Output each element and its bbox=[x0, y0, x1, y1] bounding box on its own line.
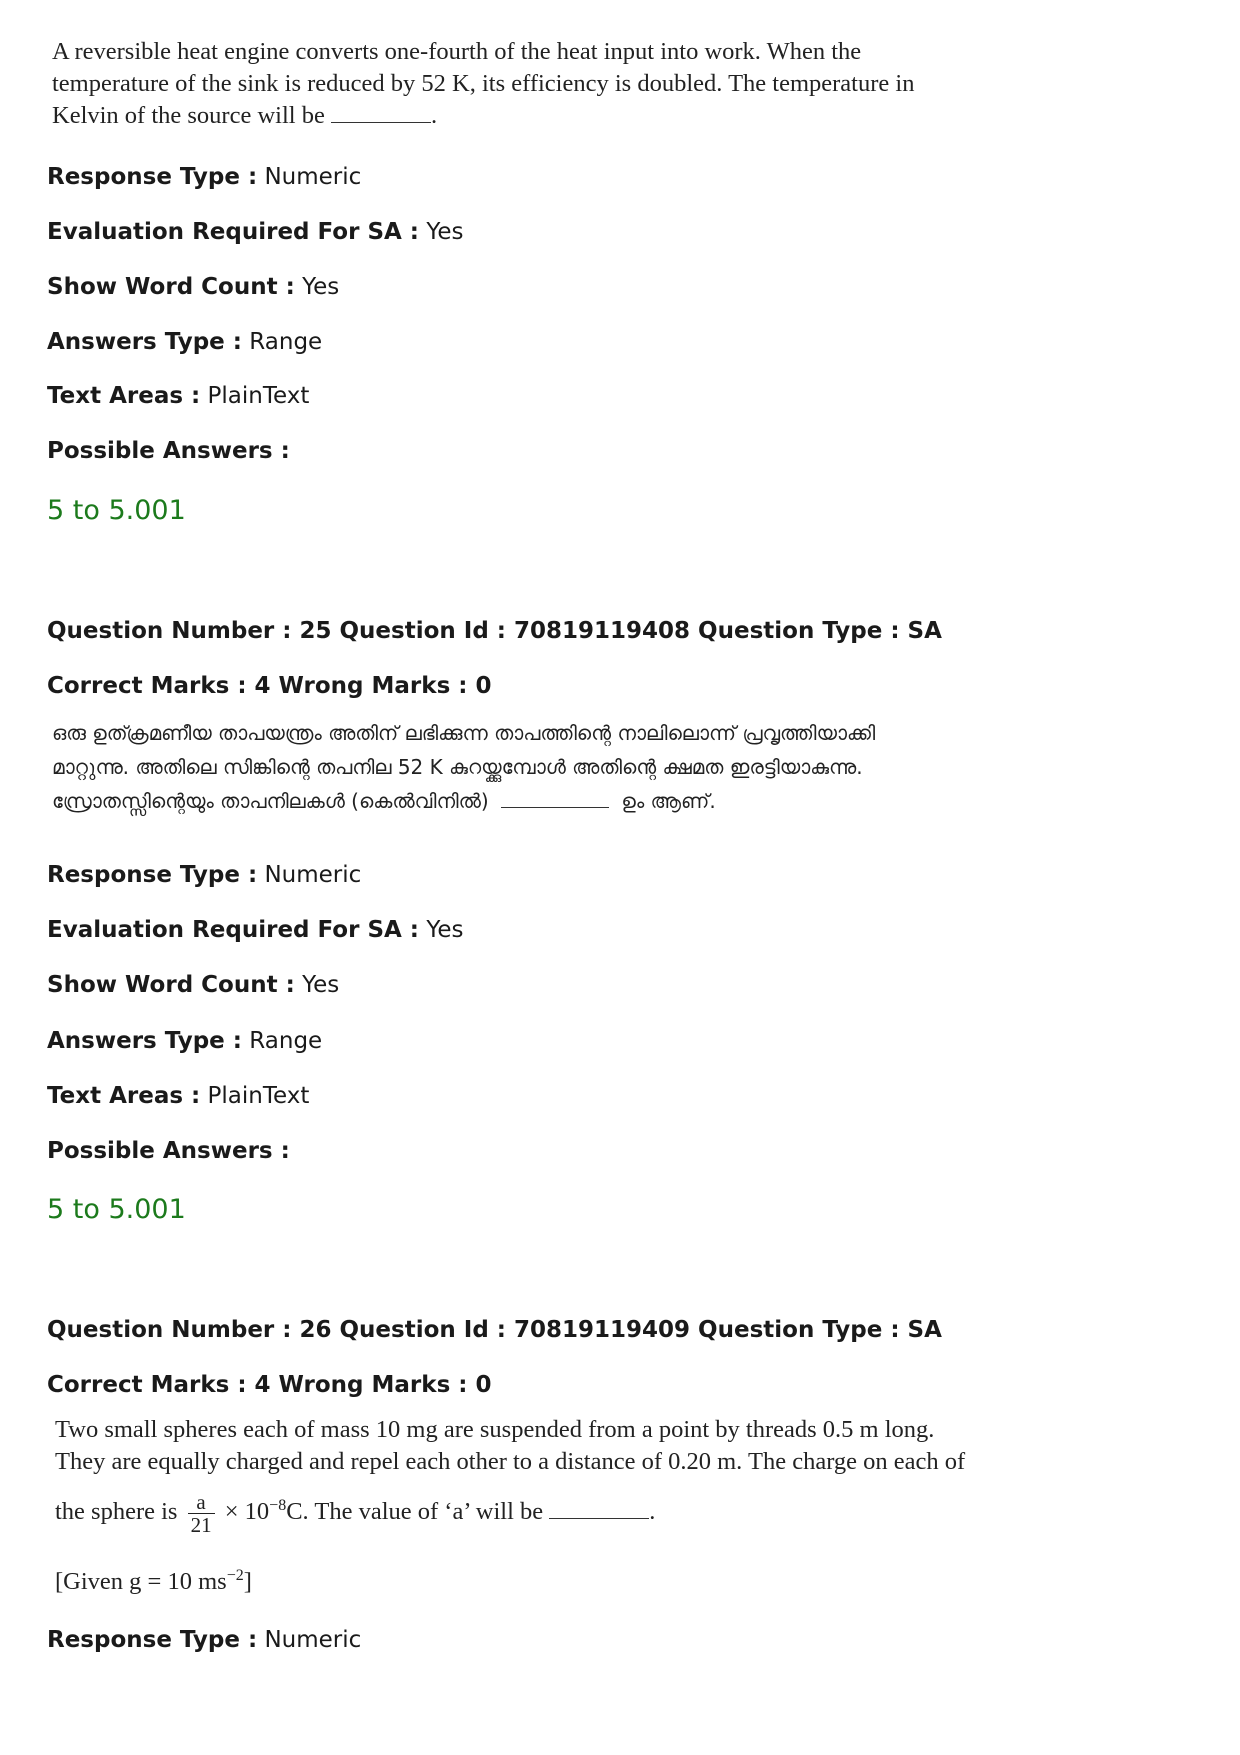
marks-row bbox=[47, 1370, 491, 1400]
text-areas-row bbox=[47, 1081, 309, 1111]
meta-label: Text Areas : bbox=[47, 383, 201, 409]
question-text-line: They are equally charged and repel each other to a distance of 0.20 m. The charge on each of bbox=[55, 1448, 966, 1475]
possible-answer-value: 5 to 5.001 bbox=[47, 1194, 186, 1225]
question-text-fragment: Kelvin of the source will be bbox=[52, 102, 325, 129]
answers-type-row bbox=[47, 327, 322, 357]
question-26-given bbox=[55, 1560, 955, 1598]
possible-answers-row bbox=[47, 1136, 290, 1166]
question-text-fragment: the sphere is bbox=[55, 1498, 178, 1526]
answer-blank bbox=[549, 1500, 649, 1519]
marks-text: Correct Marks : 4 Wrong Marks : 0 bbox=[47, 673, 492, 699]
meta-value: Numeric bbox=[264, 1627, 362, 1653]
meta-label: Possible Answers : bbox=[47, 438, 290, 464]
question-text-fragment: . bbox=[649, 1498, 656, 1526]
question-text-line: മാറ്റുന്നു. അതിലെ സിങ്കിന്റെ തപനില 52 K കുറയ്ക്കുമ്പോൾ അതിന്റെ ക്ഷമത ഇരട്ടിയാകുന്നു. bbox=[52, 755, 863, 779]
answer-blank bbox=[501, 789, 609, 808]
possible-answer-value: 5 to 5.001 bbox=[47, 495, 186, 526]
given-text: ] bbox=[243, 1568, 252, 1596]
meta-label: Evaluation Required For SA : bbox=[47, 917, 420, 943]
power-exponent: −8 bbox=[269, 1497, 287, 1514]
show-word-count-row bbox=[47, 272, 339, 302]
question-text-line: Two small spheres each of mass 10 mg are suspended from a point by threads 0.5 m long. bbox=[55, 1416, 935, 1443]
question-text-line: ഒരു ഉത്ക്രമണീയ താപയന്ത്രം അതിന് ലഭിക്കുന്ന താപത്തിന്റെ നാലിലൊന്ന് പ്രവൃത്തിയാക്കി bbox=[52, 721, 876, 745]
question-26-formula-line bbox=[55, 1490, 955, 1536]
meta-value: Numeric bbox=[264, 164, 362, 190]
text-areas-row bbox=[47, 381, 309, 411]
meta-label: Answers Type : bbox=[47, 1028, 242, 1054]
meta-value: Range bbox=[249, 1028, 323, 1054]
meta-label: Answers Type : bbox=[47, 329, 242, 355]
question-header-text: Question Number : 26 Question Id : 70819119409 Question Type : SA bbox=[47, 1317, 942, 1343]
meta-label: Possible Answers : bbox=[47, 1138, 290, 1164]
marks-text: Correct Marks : 4 Wrong Marks : 0 bbox=[47, 1372, 492, 1398]
question-header bbox=[47, 1315, 942, 1345]
question-header-text: Question Number : 25 Question Id : 70819119408 Question Type : SA bbox=[47, 618, 942, 644]
power-base: × 10 bbox=[224, 1498, 270, 1526]
meta-label: Text Areas : bbox=[47, 1083, 201, 1109]
question-text-fragment: സ്രോതസ്സിന്റെയും താപനിലകൾ (കെൽവിനിൽ) bbox=[52, 789, 489, 813]
fraction bbox=[188, 1491, 215, 1536]
meta-value: PlainText bbox=[207, 383, 310, 409]
evaluation-required-row bbox=[47, 217, 463, 247]
question-text-line: temperature of the sink is reduced by 52 K, its efficiency is doubled. The temperature in bbox=[52, 70, 915, 97]
response-type-row bbox=[47, 162, 361, 192]
question-text-line bbox=[52, 784, 875, 818]
meta-label: Response Type : bbox=[47, 862, 258, 888]
fraction-numerator: a bbox=[188, 1491, 215, 1514]
meta-value: Yes bbox=[426, 219, 464, 245]
possible-answers-row bbox=[47, 436, 290, 466]
show-word-count-row bbox=[47, 970, 339, 1000]
response-type-row bbox=[47, 1625, 361, 1655]
response-type-row bbox=[47, 860, 361, 890]
question-26-text bbox=[55, 1414, 966, 1478]
meta-value: Yes bbox=[426, 917, 464, 943]
given-exponent: −2 bbox=[226, 1567, 244, 1584]
meta-label: Show Word Count : bbox=[47, 274, 295, 300]
answer-blank bbox=[331, 104, 431, 123]
question-25-text bbox=[52, 716, 875, 818]
meta-label: Show Word Count : bbox=[47, 972, 295, 998]
question-header bbox=[47, 616, 942, 646]
evaluation-required-row bbox=[47, 915, 463, 945]
meta-value: Yes bbox=[302, 274, 340, 300]
question-text-fragment: . bbox=[430, 102, 438, 129]
meta-label: Response Type : bbox=[47, 164, 258, 190]
question-text-fragment: C. The value of ‘a’ will be bbox=[286, 1498, 544, 1526]
fraction-denominator: 21 bbox=[190, 1513, 212, 1538]
given-text: [Given g = 10 ms bbox=[55, 1568, 227, 1596]
question-text-line bbox=[52, 100, 952, 132]
meta-value: PlainText bbox=[207, 1083, 310, 1109]
meta-value: Range bbox=[249, 329, 323, 355]
meta-value: Numeric bbox=[264, 862, 362, 888]
meta-value: Yes bbox=[302, 972, 340, 998]
answers-type-row bbox=[47, 1026, 322, 1056]
meta-label: Evaluation Required For SA : bbox=[47, 219, 420, 245]
question-text-fragment: ഉം ആണ്. bbox=[621, 789, 716, 813]
marks-row bbox=[47, 671, 491, 701]
question-24-text bbox=[52, 36, 952, 132]
question-text-line: A reversible heat engine converts one-fourth of the heat input into work. When the bbox=[52, 38, 862, 65]
meta-label: Response Type : bbox=[47, 1627, 258, 1653]
